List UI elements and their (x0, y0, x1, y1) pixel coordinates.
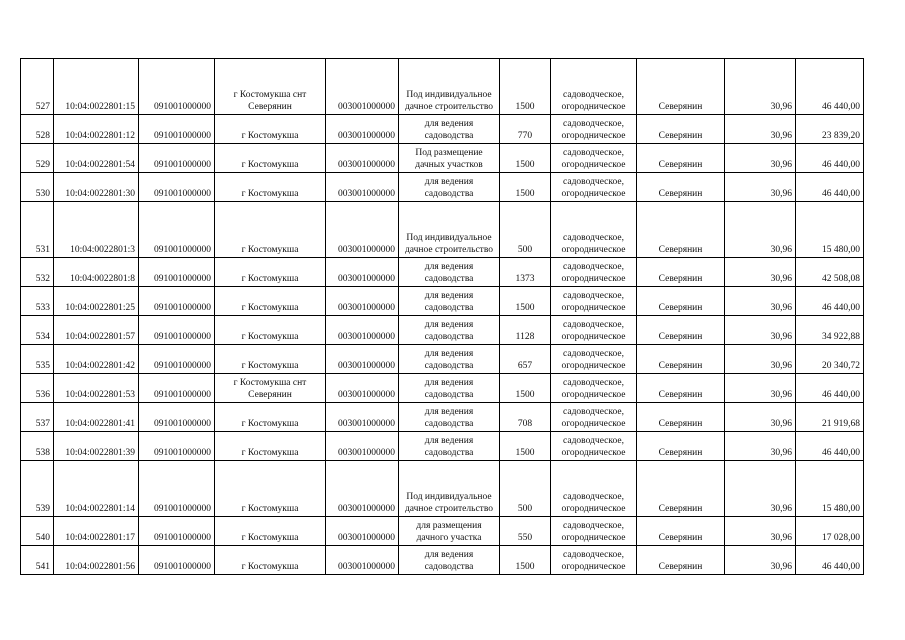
permitted-use: для размещения дачного участка (399, 517, 500, 546)
permitted-use: Под размещение дачных участков (399, 144, 500, 173)
locality: г Костомукша (215, 316, 326, 345)
partnership-name: Северянин (637, 345, 725, 374)
land-category: садоводческое, огородническое (551, 546, 637, 575)
permitted-use: Под индивидуальное дачное строительство (399, 461, 500, 517)
specific-value: 30,96 (725, 258, 796, 287)
cadastral-value: 46 440,00 (796, 432, 864, 461)
partnership-name: Северянин (637, 517, 725, 546)
land-category: садоводческое, огородническое (551, 173, 637, 202)
area: 657 (500, 345, 551, 374)
permitted-use: для ведения садоводства (399, 403, 500, 432)
locality: г Костомукша (215, 461, 326, 517)
oktmo-code: 003001000000 (326, 432, 399, 461)
okato-code: 091001000000 (139, 517, 215, 546)
partnership-name: Северянин (637, 432, 725, 461)
land-category: садоводческое, огородническое (551, 316, 637, 345)
table-row (21, 461, 864, 517)
permitted-use: для ведения садоводства (399, 345, 500, 374)
land-category: садоводческое, огородническое (551, 403, 637, 432)
land-category: садоводческое, огородническое (551, 59, 637, 115)
cadastral-value: 34 922,88 (796, 316, 864, 345)
cadastral-number: 10:04:0022801:30 (54, 173, 139, 202)
cadastral-number: 10:04:0022801:15 (54, 59, 139, 115)
partnership-name: Северянин (637, 374, 725, 403)
permitted-use: для ведения садоводства (399, 115, 500, 144)
locality: г Костомукша (215, 287, 326, 316)
cadastral-value: 21 919,68 (796, 403, 864, 432)
table-row (21, 115, 864, 144)
permitted-use: для ведения садоводства (399, 432, 500, 461)
cadastral-number: 10:04:0022801:14 (54, 461, 139, 517)
locality: г Костомукша снт Северянин (215, 374, 326, 403)
oktmo-code: 003001000000 (326, 115, 399, 144)
cadastral-value: 17 028,00 (796, 517, 864, 546)
permitted-use: Под индивидуальное дачное строительство (399, 59, 500, 115)
okato-code: 091001000000 (139, 59, 215, 115)
area: 708 (500, 403, 551, 432)
land-category: садоводческое, огородническое (551, 287, 637, 316)
cadastral-value: 46 440,00 (796, 546, 864, 575)
cadastral-number: 10:04:0022801:57 (54, 316, 139, 345)
locality: г Костомукша (215, 258, 326, 287)
okato-code: 091001000000 (139, 432, 215, 461)
specific-value: 30,96 (725, 374, 796, 403)
oktmo-code: 003001000000 (326, 59, 399, 115)
partnership-name: Северянин (637, 403, 725, 432)
partnership-name: Северянин (637, 173, 725, 202)
specific-value: 30,96 (725, 432, 796, 461)
partnership-name: Северянин (637, 546, 725, 575)
row-number: 538 (21, 432, 54, 461)
specific-value: 30,96 (725, 546, 796, 575)
land-category: садоводческое, огородническое (551, 345, 637, 374)
oktmo-code: 003001000000 (326, 461, 399, 517)
cadastral-number: 10:04:0022801:54 (54, 144, 139, 173)
okato-code: 091001000000 (139, 173, 215, 202)
okato-code: 091001000000 (139, 144, 215, 173)
table-body (21, 59, 864, 575)
locality: г Костомукша снт Северянин (215, 59, 326, 115)
cadastral-number: 10:04:0022801:8 (54, 258, 139, 287)
partnership-name: Северянин (637, 144, 725, 173)
area: 770 (500, 115, 551, 144)
cadastral-number: 10:04:0022801:56 (54, 546, 139, 575)
row-number: 527 (21, 59, 54, 115)
specific-value: 30,96 (725, 345, 796, 374)
cadastral-number: 10:04:0022801:25 (54, 287, 139, 316)
row-number: 541 (21, 546, 54, 575)
table-row (21, 517, 864, 546)
specific-value: 30,96 (725, 403, 796, 432)
locality: г Костомукша (215, 173, 326, 202)
okato-code: 091001000000 (139, 546, 215, 575)
partnership-name: Северянин (637, 287, 725, 316)
row-number: 528 (21, 115, 54, 144)
specific-value: 30,96 (725, 316, 796, 345)
cadastral-value: 46 440,00 (796, 287, 864, 316)
partnership-name: Северянин (637, 202, 725, 258)
okato-code: 091001000000 (139, 287, 215, 316)
okato-code: 091001000000 (139, 403, 215, 432)
land-category: садоводческое, огородническое (551, 517, 637, 546)
partnership-name: Северянин (637, 258, 725, 287)
cadastral-number: 10:04:0022801:53 (54, 374, 139, 403)
table-row (21, 374, 864, 403)
land-category: садоводческое, огородническое (551, 115, 637, 144)
land-category: садоводческое, огородническое (551, 258, 637, 287)
table-row (21, 546, 864, 575)
cadastral-value: 46 440,00 (796, 59, 864, 115)
row-number: 531 (21, 202, 54, 258)
locality: г Костомукша (215, 115, 326, 144)
locality: г Костомукша (215, 144, 326, 173)
okato-code: 091001000000 (139, 461, 215, 517)
permitted-use: Под индивидуальное дачное строительство (399, 202, 500, 258)
area: 500 (500, 202, 551, 258)
row-number: 539 (21, 461, 54, 517)
oktmo-code: 003001000000 (326, 517, 399, 546)
oktmo-code: 003001000000 (326, 173, 399, 202)
oktmo-code: 003001000000 (326, 546, 399, 575)
land-category: садоводческое, огородническое (551, 144, 637, 173)
area: 1500 (500, 144, 551, 173)
row-number: 533 (21, 287, 54, 316)
okato-code: 091001000000 (139, 258, 215, 287)
table-row (21, 144, 864, 173)
cadastral-value: 15 480,00 (796, 461, 864, 517)
area: 1500 (500, 546, 551, 575)
cadastral-value: 23 839,20 (796, 115, 864, 144)
oktmo-code: 003001000000 (326, 403, 399, 432)
land-category: садоводческое, огородническое (551, 461, 637, 517)
permitted-use: для ведения садоводства (399, 374, 500, 403)
land-category: садоводческое, огородническое (551, 374, 637, 403)
area: 550 (500, 517, 551, 546)
area: 1500 (500, 173, 551, 202)
specific-value: 30,96 (725, 202, 796, 258)
partnership-name: Северянин (637, 59, 725, 115)
cadastral-number: 10:04:0022801:41 (54, 403, 139, 432)
area: 1128 (500, 316, 551, 345)
cadastral-number: 10:04:0022801:17 (54, 517, 139, 546)
specific-value: 30,96 (725, 115, 796, 144)
oktmo-code: 003001000000 (326, 287, 399, 316)
row-number: 535 (21, 345, 54, 374)
partnership-name: Северянин (637, 316, 725, 345)
locality: г Костомукша (215, 403, 326, 432)
permitted-use: для ведения садоводства (399, 546, 500, 575)
specific-value: 30,96 (725, 517, 796, 546)
oktmo-code: 003001000000 (326, 144, 399, 173)
land-plots-table (20, 58, 864, 575)
permitted-use: для ведения садоводства (399, 173, 500, 202)
cadastral-value: 42 508,08 (796, 258, 864, 287)
oktmo-code: 003001000000 (326, 202, 399, 258)
locality: г Костомукша (215, 546, 326, 575)
okato-code: 091001000000 (139, 345, 215, 374)
row-number: 530 (21, 173, 54, 202)
okato-code: 091001000000 (139, 374, 215, 403)
permitted-use: для ведения садоводства (399, 258, 500, 287)
cadastral-value: 46 440,00 (796, 144, 864, 173)
partnership-name: Северянин (637, 461, 725, 517)
table-row (21, 403, 864, 432)
table-row (21, 316, 864, 345)
row-number: 536 (21, 374, 54, 403)
table-row (21, 202, 864, 258)
cadastral-number: 10:04:0022801:12 (54, 115, 139, 144)
table-row (21, 287, 864, 316)
cadastral-number: 10:04:0022801:3 (54, 202, 139, 258)
area: 1373 (500, 258, 551, 287)
locality: г Костомукша (215, 202, 326, 258)
cadastral-number: 10:04:0022801:39 (54, 432, 139, 461)
okato-code: 091001000000 (139, 115, 215, 144)
land-category: садоводческое, огородническое (551, 202, 637, 258)
okato-code: 091001000000 (139, 202, 215, 258)
oktmo-code: 003001000000 (326, 374, 399, 403)
table-row (21, 432, 864, 461)
locality: г Костомукша (215, 345, 326, 374)
cadastral-value: 20 340,72 (796, 345, 864, 374)
cadastral-value: 46 440,00 (796, 173, 864, 202)
area: 1500 (500, 432, 551, 461)
cadastral-value: 15 480,00 (796, 202, 864, 258)
oktmo-code: 003001000000 (326, 316, 399, 345)
row-number: 540 (21, 517, 54, 546)
locality: г Костомукша (215, 517, 326, 546)
row-number: 537 (21, 403, 54, 432)
row-number: 532 (21, 258, 54, 287)
row-number: 529 (21, 144, 54, 173)
cadastral-value: 46 440,00 (796, 374, 864, 403)
specific-value: 30,96 (725, 173, 796, 202)
area: 1500 (500, 374, 551, 403)
table-row (21, 345, 864, 374)
specific-value: 30,96 (725, 59, 796, 115)
locality: г Костомукша (215, 432, 326, 461)
permitted-use: для ведения садоводства (399, 316, 500, 345)
area: 1500 (500, 59, 551, 115)
table-row (21, 59, 864, 115)
okato-code: 091001000000 (139, 316, 215, 345)
table-row (21, 173, 864, 202)
table-row (21, 258, 864, 287)
permitted-use: для ведения садоводства (399, 287, 500, 316)
specific-value: 30,96 (725, 144, 796, 173)
land-category: садоводческое, огородническое (551, 432, 637, 461)
oktmo-code: 003001000000 (326, 258, 399, 287)
row-number: 534 (21, 316, 54, 345)
cadastral-number: 10:04:0022801:42 (54, 345, 139, 374)
specific-value: 30,96 (725, 287, 796, 316)
partnership-name: Северянин (637, 115, 725, 144)
area: 500 (500, 461, 551, 517)
oktmo-code: 003001000000 (326, 345, 399, 374)
specific-value: 30,96 (725, 461, 796, 517)
area: 1500 (500, 287, 551, 316)
